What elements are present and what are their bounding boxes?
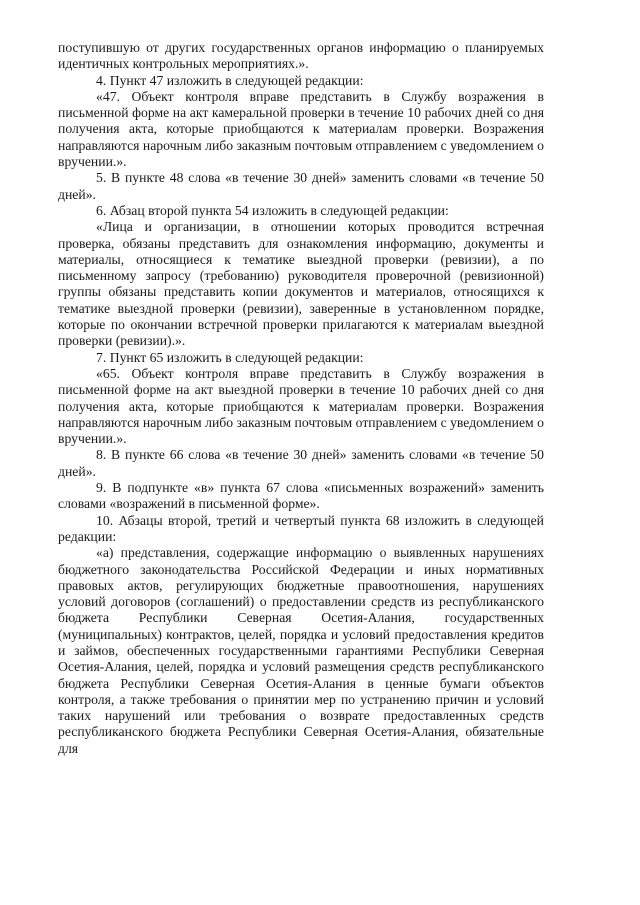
- paragraph-quote-47: «47. Объект контроля вправе представить в Службу возражения в письменной форме на акт камеральной проверки в течение 10 рабочих дней со дня получения акта, которые приобщаются к материалам проверки. Возражения направляются нарочным либо заказным почтовым отправлением с уведомлением о вручении.».: [58, 88, 544, 170]
- paragraph-item-4: 4. Пункт 47 изложить в следующей редакции:: [96, 72, 364, 88]
- paragraph-continuation: поступившую от других государственных органов информацию о планируемых идентичных контрольных мероприятиях.».: [58, 40, 544, 72]
- paragraph-quote-65: «65. Объект контроля вправе представить в Службу возражения в письменной форме на акт выездной проверки в течение 10 рабочих дней со дня получения акта, которые приобщаются к материалам проверки. Возражения направляются нарочным либо заказным почтовым отправлением с уведомлением о вручении.».: [58, 365, 544, 447]
- document-page: [58, 40, 544, 757]
- paragraph-item-8: 8. В пункте 66 слова «в течение 30 дней» заменить словами «в течение 50 дней».: [58, 447, 544, 479]
- paragraph-item-7: 7. Пункт 65 изложить в следующей редакции:: [96, 349, 364, 365]
- paragraph-quote-54: «Лица и организации, в отношении которых проводится встречная проверка, обязаны представить для ознакомления информацию, документы и материалы, относящиеся к тематике выездной проверки (ревизии), а по письменному запросу (требованию) руководителя проверочной (ревизионной) группы обязаны представить копии документов и материалов, относящихся к тематике выездной проверки (ревизии), заверенные в установленном порядке, которые по окончании встречной проверки прилагаются к материалам выездной проверки (ревизии).».: [58, 219, 544, 349]
- paragraph-quote-68a: «а) представления, содержащие информацию о выявленных нарушениях бюджетного законодательства Российской Федерации и иных нормативных правовых актов, регулирующих бюджетные правоотношения, нарушениях условий договоров (соглашений) о предоставлении средств из республиканского бюджета Республики Северная Осетия-Алания, государственных (муниципальных) контрактов, целей, порядка и условий предоставления кредитов и займов, обеспеченных государственными гарантиями Республики Северная Осетия-Алания, целей, порядка и условий размещения средств республиканского бюджета Республики Северная Осетия-Алания в ценные бумаги объектов контроля, а также требования о принятии мер по устранению причин и условий таких нарушений или требования о возврате предоставленных средств республиканского бюджета Республики Северная Осетия-Алания, обязательные для: [58, 545, 544, 756]
- paragraph-item-10: 10. Абзацы второй, третий и четвертый пункта 68 изложить в следующей редакции:: [58, 512, 544, 544]
- paragraph-item-5: 5. В пункте 48 слова «в течение 30 дней» заменить словами «в течение 50 дней».: [58, 170, 544, 202]
- paragraph-item-6: 6. Абзац второй пункта 54 изложить в следующей редакции:: [96, 202, 449, 218]
- paragraph-item-9: 9. В подпункте «в» пункта 67 слова «письменных возражений» заменить словами «возражений в письменной форме».: [58, 480, 544, 512]
